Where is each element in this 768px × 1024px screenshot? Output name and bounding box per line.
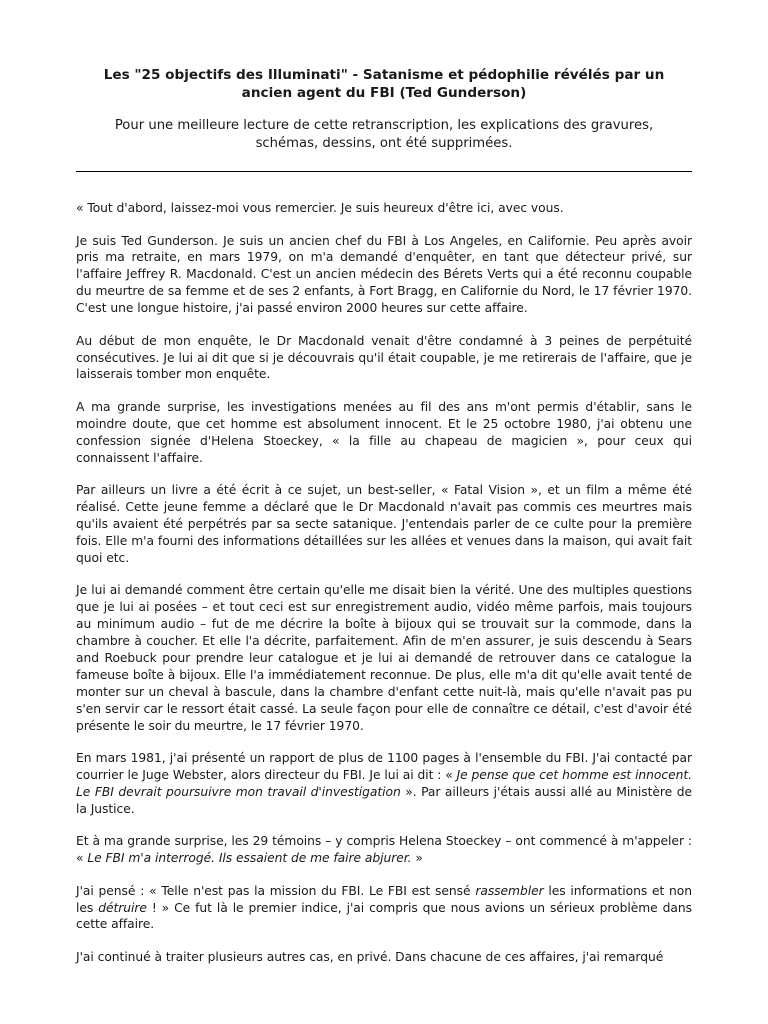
paragraph: J'ai continué à traiter plusieurs autres cas, en privé. Dans chacune de ces affaires, j'ai remarqué xyxy=(76,949,664,964)
text-run: En mars 1981, j'ai présenté un rapport de plus de 1100 pages à l'ensemble du FBI. J'ai contacté par courrier le Juge Webster, alors directeur du FBI. Je lui ai dit : « xyxy=(76,751,692,782)
paragraph: Je lui ai demandé comment être certain qu'elle me disait bien la vérité. Une des multiples questions que je lui ai posées – et tout ceci est sur enregistrement audio, vidéo même parfois, mais toujours au minimum audio – fut de me décrire la boîte à bijoux qui se trouvait sur la commode, dans la chambre à coucher. Et elle l'a décrite, parfaitement. Afin de m'en assurer, je suis descendu à Sears and Roebuck pour prendre leur catalogue et je lui ai demandé de retrouver dans ce catalogue la fameuse boîte à bijoux. Elle l'a immédiatement reconnue. De plus, elle m'a dit qu'elle avait tenté de monter sur un cheval à bascule, dans la chambre d'enfant cette nuit-là, mais qu'elle n'avait pas pu s'en servir car le ressort était cassé. La seule façon pour elle de connaître ce détail, c'est d'avoir été présente le soir du meurtre, le 17 février 1970. xyxy=(76,583,692,733)
text-run: ! » Ce fut là le premier indice, j'ai compris que nous avions un sérieux problème dans cette affaire. xyxy=(76,900,692,932)
title-divider xyxy=(76,171,692,172)
paragraph: « Tout d'abord, laissez-moi vous remercier. Je suis heureux d'être ici, avec vous. xyxy=(76,201,564,215)
text-run: Et à ma grande surprise, les 29 témoins – y compris Helena Stoeckey – ont commencé à m'appeler : « xyxy=(76,834,692,866)
paragraph: A ma grande surprise, les investigations menées au fil des ans m'ont permis d'établir, sans le moindre doute, que cet homme est absolument innocent. Et le 25 octobre 1980, j'ai obtenu une confession signée d'Helena Stoeckey, « la fille au chapeau de magicien », pour ceux qui connaissent l'affaire. xyxy=(76,399,692,465)
italic-quote: Le FBI m'a interrogé. Ils essaient de me faire abjurer. xyxy=(87,851,412,866)
paragraph xyxy=(76,833,692,867)
text-run: J'ai pensé : « Telle n'est pas la mission du FBI. Le FBI est sensé xyxy=(76,883,476,898)
italic-word: rassembler xyxy=(475,883,544,898)
document-title: Les "25 objectifs des Illuminati" - Satanisme et pédophilie révélés par un ancien agent du FBI (Ted Gunderson) xyxy=(103,67,665,101)
paragraph: Je suis Ted Gunderson. Je suis un ancien chef du FBI à Los Angeles, en Californie. Peu après avoir pris ma retraite, en mars 1979, on m'a demandé d'enquêter, en tant que détecteur privé, sur l'affaire Jeffrey R. Macdonald. C'est un ancien médecin des Bérets Verts qui a été reconnu coupable du meurtre de sa femme et de ses 2 enfants, à Fort Bragg, en Californie du Nord, le 17 février 1970. C'est une longue histoire, j'ai passé environ 2000 heures sur cette affaire. xyxy=(76,233,692,316)
document-body xyxy=(76,200,692,966)
italic-quote: Je pense que cet homme est innocent. Le FBI devrait poursuivre mon travail d'investigation xyxy=(76,767,692,799)
italic-word: détruire xyxy=(98,900,147,915)
text-run: ». Par ailleurs j'étais aussi allé au Ministère de la Justice. xyxy=(76,784,692,816)
paragraph: Par ailleurs un livre a été écrit à ce sujet, un best-seller, « Fatal Vision », et un film a même été réalisé. Cette jeune femme a déclaré que le Dr Macdonald n'avait pas commis ces meurtres mais qu'ils avaient été perpétrés par sa secte satanique. J'entendais parler de ce culte pour la première fois. Elle m'a fourni des informations détaillées sur les allées et venues dans la maison, qui avait fait quoi etc. xyxy=(76,483,692,565)
text-run: les informations et non les xyxy=(76,883,692,915)
paragraph xyxy=(76,750,692,818)
paragraph xyxy=(76,883,692,934)
document-subtitle: Pour une meilleure lecture de cette retranscription, les explications des gravures, schémas, dessins, ont été supprimées. xyxy=(114,118,654,151)
document-page xyxy=(76,66,692,966)
text-run: » xyxy=(411,851,423,866)
paragraph: Au début de mon enquête, le Dr Macdonald venait d'être condamné à 3 peines de perpétuité consécutives. Je lui ai dit que si je découvrais qu'il était coupable, je me retirerais de l'affaire, que je laisserais tomber mon enquête. xyxy=(76,333,692,382)
